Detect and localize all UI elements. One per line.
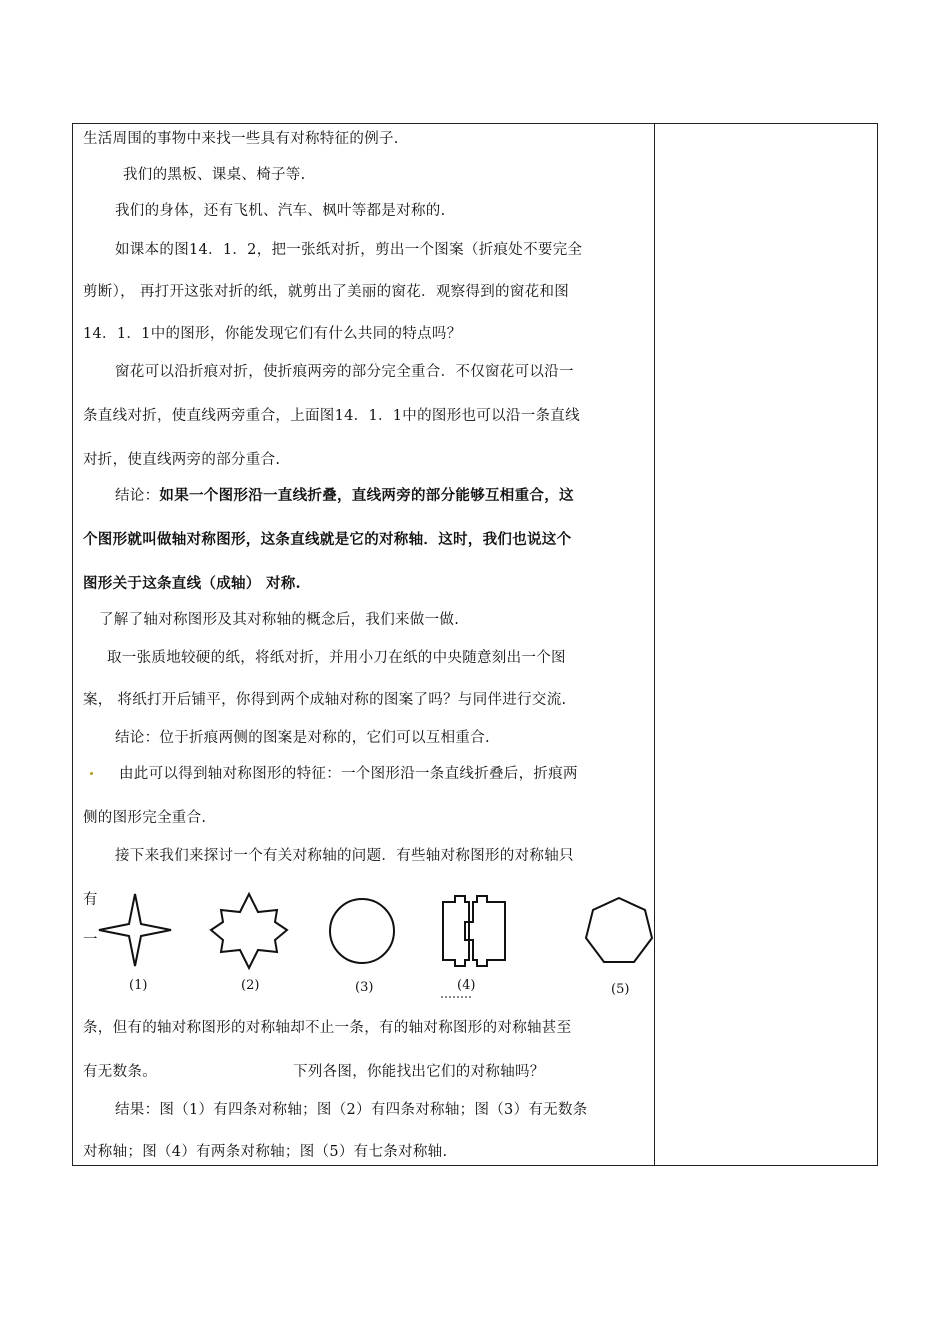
figure-label: (2)	[241, 978, 260, 993]
conclusion-text: 如果一个图形沿一直线折叠，直线两旁的部分能够互相重合，这	[159, 487, 574, 504]
paragraph-line: 接下来我们来探讨一个有关对称轴的问题．有些轴对称图形的对称轴只	[115, 848, 574, 864]
paragraph-line: 条，但有的轴对称图形的对称轴却不止一条，有的轴对称图形的对称轴甚至	[83, 1020, 572, 1036]
conclusion-line: 图形关于这条直线（成轴） 对称.	[83, 575, 301, 592]
figure-1-star	[99, 894, 171, 966]
paragraph-line: 有	[83, 892, 98, 908]
figure-label: (1)	[129, 978, 148, 993]
result-line: 结果：图（1）有四条对称轴；图（2）有四条对称轴；图（3）有无数条	[115, 1102, 588, 1118]
conclusion-label: 结论：	[115, 488, 160, 504]
marker-dot	[90, 772, 93, 775]
content-cell	[73, 124, 654, 1165]
paragraph-line: 侧的图形完全重合.	[83, 810, 207, 826]
paragraph-line: 生活周围的事物中来找一些具有对称特征的例子.	[83, 131, 399, 147]
paragraph-line: 了解了轴对称图形及其对称轴的概念后，我们来做一做.	[99, 612, 460, 628]
paragraph-line: 结论：位于折痕两侧的图案是对称的，它们可以互相重合.	[115, 730, 490, 746]
figure-3-circle	[330, 899, 394, 963]
figure-label: (5)	[611, 982, 630, 997]
paragraph-line: 我们的身体，还有飞机、汽车、枫叶等都是对称的.	[115, 203, 446, 219]
paragraph-line: 案， 将纸打开后铺平，你得到两个成轴对称的图案了吗？与同伴进行交流.	[83, 692, 567, 708]
figure-2-star	[211, 894, 287, 968]
paragraph-line: 剪断）， 再打开这张对折的纸，就剪出了美丽的窗花．观察得到的窗花和图	[83, 284, 570, 300]
conclusion-line	[115, 486, 681, 506]
paragraph-line	[83, 1062, 649, 1082]
paragraph-fragment: 有无数条。	[83, 1064, 157, 1080]
figure-label: (4)	[457, 978, 476, 993]
paragraph-line: 由此可以得到轴对称图形的特征：一个图形沿一条直线折叠后，折痕两	[119, 766, 578, 782]
lesson-table	[72, 123, 878, 1166]
figure-4-blocks-right	[469, 896, 505, 966]
symmetry-figures	[73, 884, 654, 1004]
paragraph-line: 取一张质地较硬的纸，将纸对折，并用小刀在纸的中央随意刻出一个图	[107, 650, 566, 666]
paragraph-line: 如课本的图14．1．2，把一张纸对折，剪出一个图案（折痕处不要完全	[115, 242, 583, 258]
paragraph-line: 条直线对折，使直线两旁重合，上面图14．1．1中的图形也可以沿一条直线	[83, 408, 580, 424]
paragraph-fragment: 下列各图，你能找出它们的对称轴吗？	[293, 1064, 545, 1080]
figure-5-heptagon	[586, 898, 652, 962]
result-line: 对称轴；图（4）有两条对称轴；图（5）有七条对称轴.	[83, 1144, 448, 1160]
figure-4-blocks	[443, 896, 469, 966]
paragraph-line: 14．1．1中的图形，你能发现它们有什么共同的特点吗？	[83, 326, 462, 342]
paragraph-line: 我们的黑板、课桌、椅子等.	[123, 167, 306, 183]
column-divider	[654, 124, 655, 1165]
conclusion-line: 个图形就叫做轴对称图形，这条直线就是它的对称轴．这时，我们也说这个	[83, 531, 572, 548]
paragraph-line: 对折，使直线两旁的部分重合.	[83, 452, 281, 468]
paragraph-line: 窗花可以沿折痕对折，使折痕两旁的部分完全重合．不仅窗花可以沿一	[115, 364, 574, 380]
paragraph-line: 一	[83, 932, 98, 948]
figure-label: (3)	[355, 980, 374, 995]
